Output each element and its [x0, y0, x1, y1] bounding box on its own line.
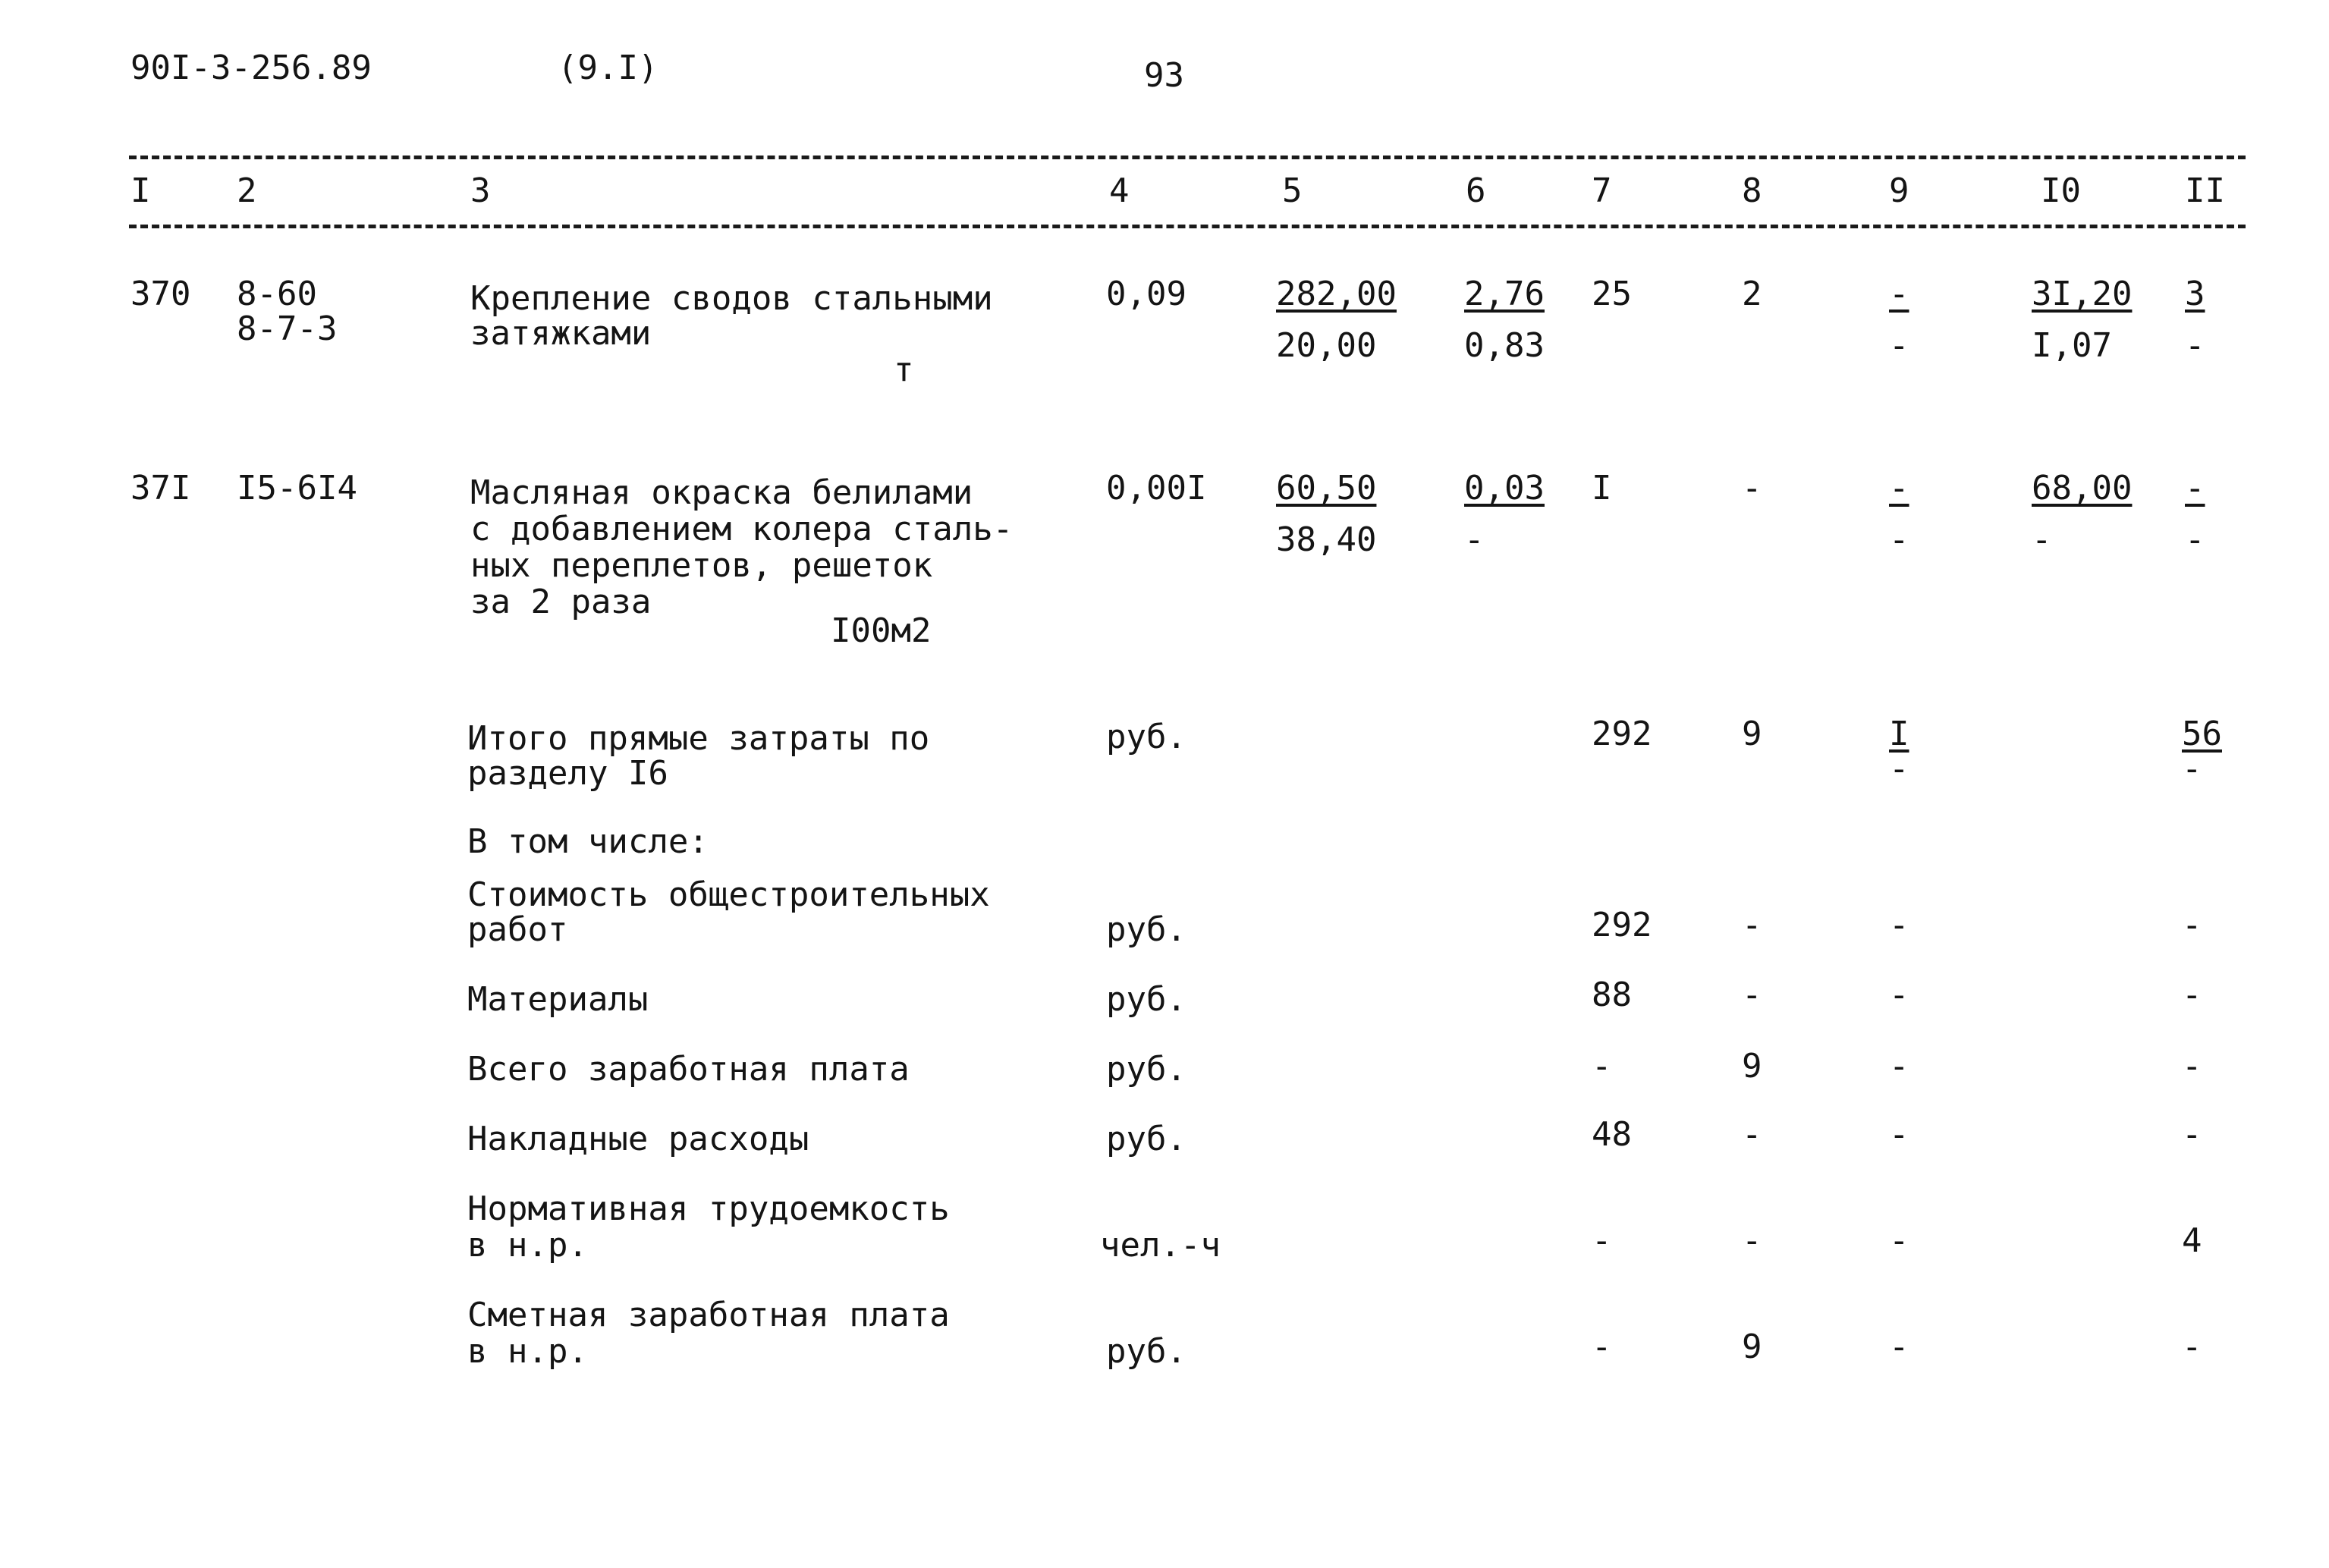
- column-header: 8: [1742, 171, 1762, 210]
- breakdown-unit: чел.-ч: [1100, 1226, 1221, 1265]
- total-machines-wage: -: [1889, 326, 1909, 365]
- breakdown-label: Стоимость общестроительных: [467, 875, 990, 914]
- top-rule: [129, 156, 2246, 159]
- work-description: затяжками: [470, 314, 652, 353]
- section-number: (9.I): [558, 49, 658, 87]
- work-description: ных переплетов, решеток: [470, 546, 933, 585]
- totals-unit: руб.: [1106, 718, 1187, 756]
- labor-per-unit: 3I,20: [2032, 275, 2133, 313]
- quantity: 0,00I: [1106, 469, 1207, 507]
- breakdown-label: в н.р.: [467, 1226, 588, 1265]
- norm-code: 8-60: [237, 275, 317, 313]
- column-header: II: [2185, 171, 2225, 210]
- norm-code: I5-6I4: [237, 469, 357, 507]
- breakdown-wage: 9: [1742, 1328, 1762, 1366]
- unit-cost-machines: 2,76: [1464, 275, 1545, 313]
- labor-total-machines: -: [2185, 520, 2205, 559]
- breakdown-wage: -: [1742, 1221, 1762, 1260]
- quantity: 0,09: [1106, 275, 1187, 313]
- totals-cost: 292: [1592, 715, 1652, 753]
- totals-wage: 9: [1742, 715, 1762, 753]
- total-machines: -: [1889, 275, 1909, 313]
- labor-total: -: [2185, 469, 2205, 507]
- breakdown-wage: -: [1742, 976, 1762, 1014]
- column-header: 3: [470, 171, 491, 210]
- breakdown-unit: руб.: [1106, 1332, 1187, 1371]
- total-machines: -: [1889, 469, 1909, 507]
- breakdown-cost: 88: [1592, 976, 1632, 1014]
- breakdown-label: Нормативная трудоемкость: [467, 1189, 950, 1228]
- breakdown-machines: -: [1889, 1047, 1909, 1086]
- breakdown-unit: руб.: [1106, 1050, 1187, 1089]
- column-header: 2: [237, 171, 257, 210]
- breakdown-unit: руб.: [1106, 910, 1187, 949]
- column-header: 9: [1889, 171, 1909, 210]
- totals-labor-machines: -: [2182, 749, 2202, 788]
- totals-label: Итого прямые затраты по: [467, 719, 930, 758]
- unit-cost-wage: 20,00: [1276, 326, 1377, 365]
- row-number: 37I: [130, 469, 191, 507]
- work-description: Масляная окраска белилами: [470, 473, 973, 512]
- breakdown-cost: 292: [1592, 906, 1652, 944]
- breakdown-labor: -: [2182, 1328, 2202, 1366]
- work-description: с добавлением колера сталь-: [470, 510, 1014, 548]
- breakdown-unit: руб.: [1106, 980, 1187, 1019]
- breakdown-label: Материалы: [467, 980, 649, 1019]
- breakdown-machines: -: [1889, 1221, 1909, 1260]
- breakdown-cost: 48: [1592, 1115, 1632, 1154]
- breakdown-cost: -: [1592, 1221, 1612, 1260]
- unit-cost-total: 60,50: [1276, 469, 1377, 507]
- column-header: I: [130, 171, 151, 210]
- totals-machines: I: [1889, 715, 1909, 753]
- column-header: 7: [1592, 171, 1612, 210]
- column-header: 4: [1109, 171, 1130, 210]
- breakdown-label: Накладные расходы: [467, 1120, 809, 1158]
- norm-code: 8-7-3: [237, 310, 338, 348]
- page-number: 93: [1144, 56, 1184, 95]
- column-header: 6: [1466, 171, 1486, 210]
- breakdown-wage: -: [1742, 1115, 1762, 1154]
- unit-cost-machines-wage: -: [1464, 520, 1485, 559]
- breakdown-machines: -: [1889, 976, 1909, 1014]
- breakdown-machines: -: [1889, 1115, 1909, 1154]
- breakdown-cost: -: [1592, 1328, 1612, 1366]
- header-bottom-rule: [129, 225, 2246, 228]
- column-header: I0: [2041, 171, 2081, 210]
- labor-per-unit-machines: -: [2032, 520, 2052, 559]
- labor-total: 3: [2185, 275, 2205, 313]
- row-number: 370: [130, 275, 191, 313]
- document-code: 90I-3-256.89: [130, 49, 372, 87]
- total-cost: I: [1592, 469, 1612, 507]
- including-label: В том числе:: [467, 822, 709, 861]
- labor-per-unit: 68,00: [2032, 469, 2133, 507]
- breakdown-wage: 9: [1742, 1047, 1762, 1086]
- total-machines-wage: -: [1889, 520, 1909, 559]
- total-cost: 25: [1592, 275, 1632, 313]
- unit-of-measure: т: [894, 350, 914, 389]
- breakdown-labor: -: [2182, 1047, 2202, 1086]
- labor-total-machines: -: [2185, 326, 2205, 365]
- unit-cost-machines-wage: 0,83: [1464, 326, 1545, 365]
- column-header: 5: [1282, 171, 1303, 210]
- breakdown-machines: -: [1889, 1328, 1909, 1366]
- unit-cost-machines: 0,03: [1464, 469, 1545, 507]
- work-description: Крепление сводов стальными: [470, 279, 993, 318]
- breakdown-labor: 4: [2182, 1221, 2202, 1260]
- breakdown-labor: -: [2182, 906, 2202, 944]
- breakdown-unit: руб.: [1106, 1120, 1187, 1158]
- breakdown-label: Сметная заработная плата: [467, 1296, 950, 1334]
- breakdown-labor: -: [2182, 1115, 2202, 1154]
- breakdown-label: в н.р.: [467, 1332, 588, 1371]
- labor-per-unit-machines: I,07: [2032, 326, 2112, 365]
- breakdown-labor: -: [2182, 976, 2202, 1014]
- total-wage: -: [1742, 469, 1762, 507]
- unit-cost-total: 282,00: [1276, 275, 1397, 313]
- total-wage: 2: [1742, 275, 1762, 313]
- work-description: за 2 раза: [470, 583, 652, 621]
- unit-cost-wage: 38,40: [1276, 520, 1377, 559]
- breakdown-machines: -: [1889, 906, 1909, 944]
- totals-label: разделу I6: [467, 754, 668, 793]
- totals-machines-wage: -: [1889, 749, 1909, 788]
- breakdown-label: Всего заработная плата: [467, 1050, 910, 1089]
- breakdown-label: работ: [467, 910, 568, 949]
- totals-labor: 56: [2182, 715, 2222, 753]
- breakdown-cost: -: [1592, 1047, 1612, 1086]
- breakdown-wage: -: [1742, 906, 1762, 944]
- unit-of-measure: I00м2: [831, 611, 932, 650]
